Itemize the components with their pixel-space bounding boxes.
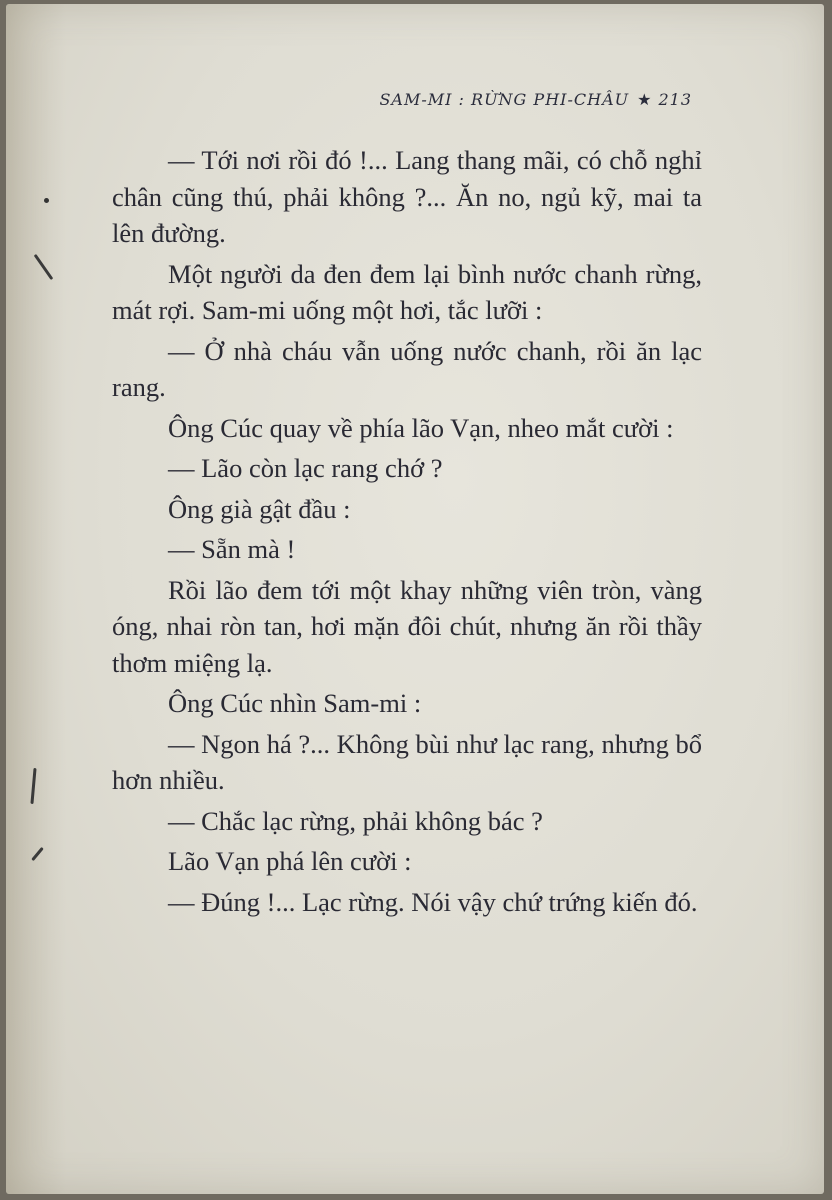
paragraph-8: Rồi lão đem tới một khay những viên tròn, vàng óng, nhai ròn tan, hơi mặn đôi chút, nhưng ăn rồi thầy thơm miệng lạ. <box>112 574 702 678</box>
book-page <box>6 4 824 1194</box>
paragraph-10: — Ngon há ?... Không bùi như lạc rang, nhưng bổ hơn nhiều. <box>112 728 702 795</box>
binding-stitch <box>34 254 54 280</box>
binding-stitch <box>30 768 36 804</box>
paragraph-12: Lão Vạn phá lên cười : <box>168 846 412 876</box>
paragraph-11: — Chắc lạc rừng, phải không bác ? <box>168 805 543 836</box>
binding-hole <box>44 198 49 203</box>
star-icon: ★ <box>637 90 653 109</box>
binding-stitch <box>31 847 44 861</box>
chapter-title: SAM-MI : RỪNG PHI-CHÂU <box>379 90 630 109</box>
paragraph-7: — Sẵn mà ! <box>168 534 296 564</box>
paragraph-5: — Lão còn lạc rang chớ ? <box>168 453 443 483</box>
page-number: 213 <box>658 90 692 109</box>
running-head <box>379 90 692 109</box>
paragraph-3: — Ở nhà cháu vẫn uống nước chanh, rồi ăn lạc rang. <box>112 335 702 402</box>
paragraph-9: Ông Cúc nhìn Sam-mi : <box>168 688 422 718</box>
paragraph-4: Ông Cúc quay về phía lão Vạn, nheo mắt cười : <box>168 412 674 443</box>
body-text <box>112 142 702 924</box>
paragraph-1: — Tới nơi rồi đó !... Lang thang mãi, có chỗ nghỉ chân cũng thú, phải không ?... Ăn no, ngủ kỹ, mai ta lên đường. <box>112 145 702 248</box>
paragraph-13: — Đúng !... Lạc rừng. Nói vậy chứ trứng kiến đó. <box>168 886 698 917</box>
paragraph-6: Ông già gật đầu : <box>168 493 351 524</box>
paragraph-2: Một người da đen đem lại bình nước chanh rừng, mát rợi. Sam-mi uống một hơi, tắc lưỡi : <box>112 258 702 325</box>
